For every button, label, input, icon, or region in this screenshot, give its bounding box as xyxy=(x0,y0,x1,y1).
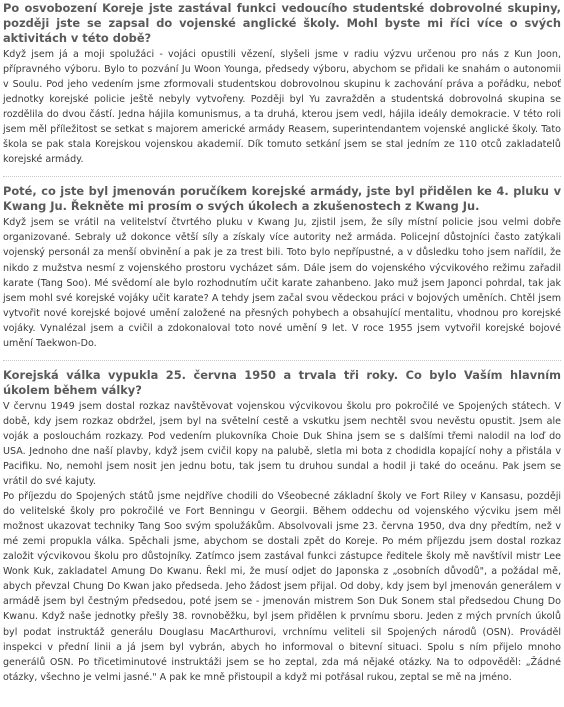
qa-section-1 xyxy=(3,0,561,167)
answer-paragraph: Když jsem já a moji spolužáci - vojáci opustili vězení, slyšeli jsme v radiu výzvu určenou pro nás z Kun Joon, přípravného výboru. Bylo to pozvání Ju Woon Younga, předsedy výboru, abychom se přidali ke snahám o autonomii v Soulu. Pod jeho vedením jsme zformovali studentskou dobrovolnou skupinu k zachování práva a pořádku, neboť jednotky korejské policie ještě nebyly vytvořeny. Později byl Yu zavražděn a studentská dobrovolná skupina se rozdělila do dvou částí. Jedna hájila komunismus, a ta druhá, kterou jsem vedl, hájila ideály demokracie. V této roli jsem měl příležitost se setkat s majorem americké armády Reasem, superintendantem vojenské anglické školy. Tato škola se pak stala Korejskou vojenskou akademií. Dík tomuto setkání jsem se stal jedním ze 110 otců zakladatelů korejské armády. xyxy=(3,49,561,166)
question-heading: Po osvobození Koreje jste zastával funkci vedoucího studentské dobrovolné skupiny, později jste se zapsal do vojenské anglické školy. Mohl byste mi říci více o svých aktivitách v této době? xyxy=(3,1,561,45)
qa-section-3 xyxy=(3,367,561,685)
question-heading: Poté, co jste byl jmenován poručíkem korejské armády, jste byl přidělen ke 4. pluku v Kwang Ju. Řekněte mi prosím o svých úkolech a zkušenostech z Kwang Ju. xyxy=(3,184,561,214)
section-divider xyxy=(3,360,561,361)
section-divider xyxy=(3,176,561,177)
qa-section-2 xyxy=(3,183,561,350)
answer-paragraph: Když jsem se vrátil na velitelství čtvrtého pluku v Kwang Ju, zjistil jsem, že síly místní policie jsou velmi dobře organizované. Sebraly už dokonce větší síly a získaly více autority než armáda. Policejní důstojníci často zatýkali vojenský personál za menší obvinění a pak je za trest bili. Toto bylo nepřípustné, a v důsledku toho jsem nařídil, že nikdo z mužstva nesmí z vojenského prostoru vycházet sám. Dále jsem do vojenského výcvikového režimu zařadil karate (Tang Soo). Mé svědomí ale bylo rozhodnutím učit karate zahanbeno. Jako muž jsem Japonci pohrdal, tak jak jsem mohl své korejské vojáky učit karate? A tehdy jsem začal svou vědeckou práci v bojových uměních. Chtěl jsem vytvořit nové korejské bojové umění založené na přesných pohybech a obsahující mentalitu, vhodnou pro korejské vojáky. Vynalézal jsem a cvičil a zdokonaloval toto nové umění 9 let. V roce 1955 jsem vytvořil korejské bojové umění Taekwon-Do. xyxy=(3,217,561,349)
answer-paragraph: V červnu 1949 jsem dostal rozkaz navštěvovat vojenskou výcvikovou školu pro pokročilé ve Spojených státech. V době, kdy jsem rozkaz obdržel, jsem byl na světelní cestě a vskutku jsem nechtěl svou nevěstu opustit. Jsem ale voják a poslouchám rozkazy. Pod vedením plukovníka Choie Duk Shina jsem se s dalšími třemi nalodil na loď do USA. Jednoho dne naší plavby, když jsem cvičil kopy na palubě, sletla mi bota z chodidla kopající nohy a přistála v Pacifiku. No, nemohl jsem nosit jen jednu botu, tak jsem tu druhou sundal a hodil ji také do oceánu. Pak jsem se vrátil do své kajuty. xyxy=(3,400,561,488)
answer-paragraph: Po příjezdu do Spojených států jsme nejdříve chodili do Všeobecné základní školy ve Fort Riley v Kansasu, později do velitelské školy pro pokročilé ve Fort Benningu v Georgii. Během oddechu od vojenského výcviku jsem měl možnost ukazovat techniky Tang Soo svým spolužákům. Absolvovali jsme 23. června 1950, dva dny předtím, než v mé zemi propukla válka. Spěchali jsme, abychom se dostali zpět do Koreje. Po mém příjezdu jsem dostal rozkaz založit výcvikovou školu pro důstojníky. Zatímco jsem zastával funkci zástupce ředitele školy mě navštívil mistr Lee Wonk Kuk, zakladatel Amung Do Kwanu. Řekl mi, že musí odjet do Japonska z „osobních důvodů", a požádal mě, abych převzal Chung Do Kwan jako předseda. Jeho žádost jsem přijal. Od doby, kdy jsem byl jmenován generálem v armádě jsem byl čestným předsedou, poté jsem se - jmenován mistrem Son Duk Sonem stal předsedou Chung Do Kwanu. Když naše jednotky přešly 38. rovnoběžku, byl jsem přidělen k prvnímu sboru. Jeden z mých prvních úkolů byl podat instruktáž generálu Douglasu MacArthurovi, vrchnímu veliteli sil Spojených národů (OSN). Prováděl inspekci v přední linii a já jsem byl vybrán, abych ho informoval o bitevní situaci. Spolu s ním přijelo mnoho generálů OSN. Po třicetiminutové instruktáži jsem se ho zeptal, zda má nějaké otázky. Na to odpověděl: „Žádné otázky, všechno je velmi jasné." A pak ke mně přistoupil a když mi potřásal rukou, zeptal se mě na jméno. xyxy=(3,491,561,683)
question-heading: Korejská válka vypukla 25. června 1950 a trvala tři roky. Co bylo Vaším hlavním úkolem během války? xyxy=(3,367,561,397)
